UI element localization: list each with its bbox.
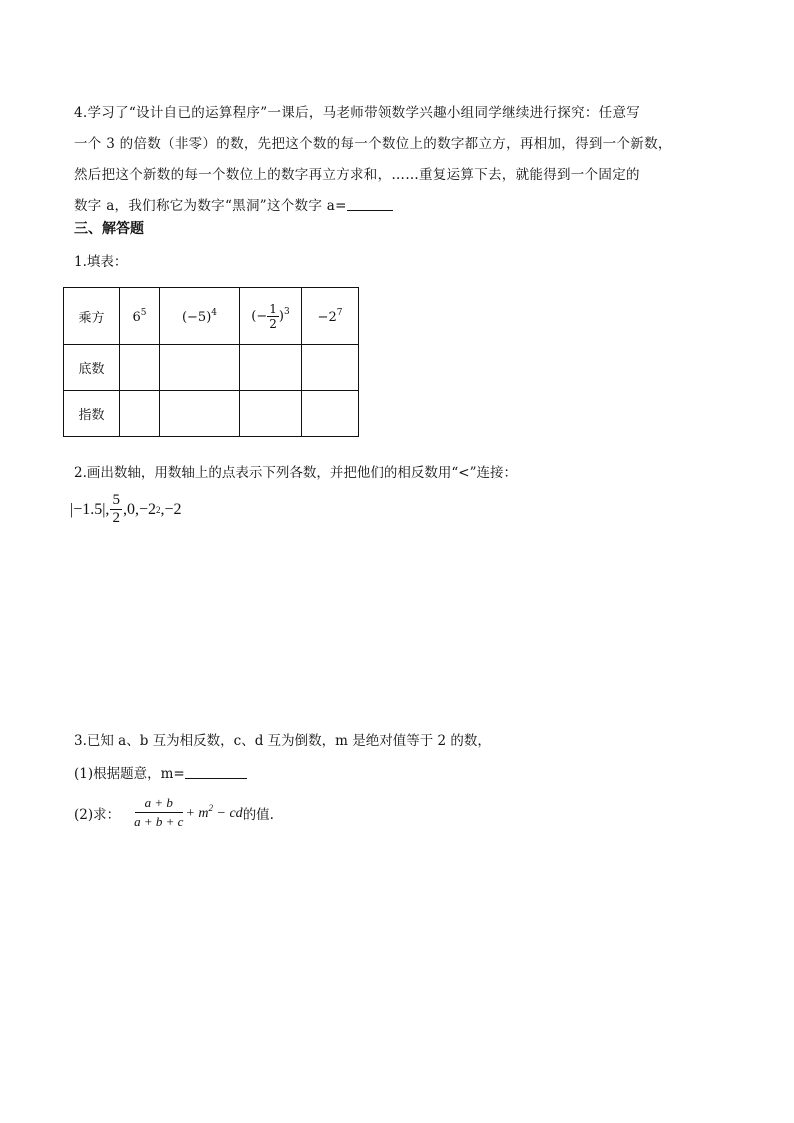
base-text: −2 [317, 309, 337, 325]
frac-den: 2 [112, 510, 120, 526]
q3-part-2-suffix: 的值. [242, 806, 274, 823]
question-2-text: 2.画出数轴，用数轴上的点表示下列各数，并把他们的相反数用“<”连接： [74, 465, 517, 481]
frac-num: 1 [269, 301, 277, 316]
exp-text: 2 [208, 803, 214, 813]
fraction [267, 302, 279, 331]
answer-cell[interactable] [240, 345, 302, 391]
q3-part-1-text: (1)根据题意，m= [74, 766, 185, 782]
exp-text: 3 [283, 306, 290, 317]
frac-num: 5 [112, 492, 120, 508]
section-title: 三、解答题 [74, 221, 144, 237]
answer-cell[interactable] [302, 391, 359, 437]
expr-mid: ,0,−2 [122, 500, 156, 518]
answer-cell[interactable] [120, 391, 160, 437]
frac-num: a + b [135, 794, 183, 813]
answer-cell[interactable] [160, 345, 240, 391]
question-4 [74, 98, 672, 222]
fraction [110, 492, 122, 527]
exp-text: 5 [140, 307, 147, 318]
exp-text: 2 [155, 504, 161, 515]
answer-cell[interactable] [120, 345, 160, 391]
q4-line-4 [74, 191, 672, 222]
fraction [134, 794, 183, 831]
q4-line-2: 一个 3 的倍数（非零）的数，先把这个数的每一个数位上的数字都立方，再相加，得到一个新数， [74, 136, 672, 152]
expr-end: − cd [213, 806, 243, 821]
expr-suffix: ,−2 [160, 500, 182, 518]
row-label-exponent: 指数 [64, 391, 120, 437]
power-table [63, 287, 359, 437]
q4-line-1: 4.学习了“设计自已的运算程序”一课后，马老师带领数学兴趣小组同学继续进行探究：任意写 [74, 105, 641, 121]
q2-expression [70, 492, 182, 527]
base-text: (− [251, 308, 268, 324]
cell-power-3 [240, 288, 302, 345]
exp-text: 7 [336, 307, 343, 318]
q3-part-2-prefix: (2)求： [74, 806, 121, 823]
cell-power-1 [120, 288, 160, 345]
table-row [64, 391, 359, 437]
answer-blank[interactable] [185, 766, 247, 779]
question-1-label: 1.填表： [74, 254, 128, 270]
cell-power-2 [160, 288, 240, 345]
cell-power-4 [302, 288, 359, 345]
paren-close: ) [278, 308, 284, 324]
q3-part-1 [74, 762, 247, 782]
table-row [64, 345, 359, 391]
answer-cell[interactable] [302, 345, 359, 391]
row-label-base: 底数 [64, 345, 120, 391]
q3-part-2 [74, 794, 274, 831]
expr-mid: + m [185, 806, 209, 821]
row-label-power: 乘方 [64, 288, 120, 345]
question-3-text: 3.已知 a、b 互为相反数，c、d 互为倒数，m 是绝对值等于 2 的数， [74, 733, 491, 749]
math-expression [185, 803, 242, 822]
answer-blank[interactable] [347, 198, 393, 211]
answer-cell[interactable] [240, 391, 302, 437]
base-text: 6 [132, 309, 141, 325]
frac-den: 2 [269, 316, 277, 331]
exp-text: 4 [211, 307, 218, 318]
table-row [64, 288, 359, 345]
answer-cell[interactable] [160, 391, 240, 437]
q4-line-3: 然后把这个新数的每一个数位上的数字再立方求和，……重复运算下去，就能得到一个固定的 [74, 167, 640, 183]
base-text: (−5) [181, 309, 212, 325]
q4-line-4-text: 数字 a，我们称它为数字“黑洞”这个数字 a= [74, 198, 347, 214]
expr-prefix: |−1.5|, [70, 500, 110, 518]
frac-den: a + b + c [134, 814, 184, 829]
